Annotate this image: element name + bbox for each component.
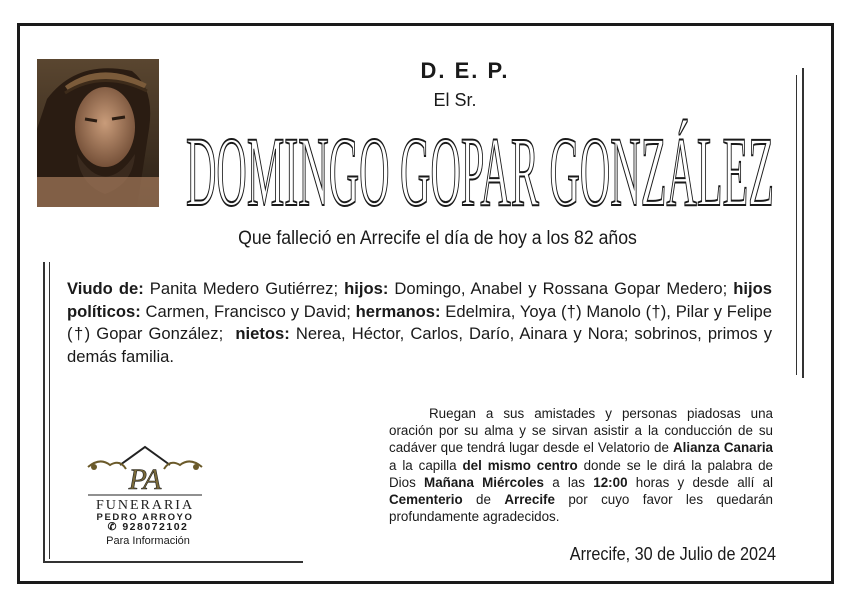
decorative-line-right-outer [802,68,804,378]
hermanos-label: hermanos: [355,301,441,321]
notice-town: Arrecife [504,492,555,508]
dep-heading: D. E. P. [420,58,510,83]
hijos-politicos-label: hijos políticos: [67,279,772,321]
notice-text-3: donde se le dirá la palabra de Dios [389,457,773,490]
notice-text-1: Ruegan a sus amistades y personas piadosas una oración por su alma y se sirvan asistir a la conducción de su cadáver que tendrá lugar desde el Velatorio de [389,406,773,456]
notice-text-7: por cuyo favor les quedarán profundamente agradecidos. [389,492,774,525]
notice-day: Mañana Miércoles [424,474,544,490]
deceased-name-text: DOMINGO GOPAR GONZÁLEZ [186,116,774,227]
hijos-politicos-text: Carmen, Francisco y David; [140,301,356,321]
notice-text-6: de [462,492,505,508]
info-label: Para Información [106,535,190,547]
notice-cemetery: Cementerio [389,492,463,508]
notice-date: Arrecife, 30 de Julio de 2024 [569,544,776,564]
phone-icon: ✆ [107,521,118,533]
decorative-line-left-inner [49,262,50,559]
hijos-text: Domingo, Anabel y Rossana Gopar Medero; [388,279,734,298]
decorative-line-right-inner [796,75,797,375]
funeral-notice [389,405,773,525]
funeraria-logo [80,445,210,530]
hermanos-text: Edelmira, Yoya (†) Manolo (†), Pilar y Felipe (†) Gopar González; [67,301,777,343]
notice-place: Alianza Canaria [672,440,773,456]
decorative-line-bottom [43,561,303,563]
nietos-label: nietos: [235,324,290,343]
notice-time: 12:00 [593,474,628,490]
notice-text-2: a la capilla [389,457,463,473]
death-notice-subtitle: Que falleció en Arrecife el día de hoy a los 82 años [238,228,637,249]
notice-text-5: horas y desde allí al [627,474,773,490]
funeraria-owner: PEDRO ARROYO [96,512,194,523]
nietos-text: Nerea, Héctor, Carlos, Darío, Ainara y Nora; sobrinos, primos y demás familia. [67,324,772,366]
family-list [67,278,777,368]
decorative-line-left-outer [43,262,45,563]
funeraria-monogram: PA [128,463,162,496]
hijos-label: hijos: [344,279,389,298]
portrait-image [37,59,159,207]
deceased-name [180,116,780,227]
notice-text-4: a las [543,474,594,490]
funeraria-phone [93,521,203,533]
phone-number: 928072102 [122,521,189,533]
viudo-text: Panita Medero Gutiérrez; [143,279,345,298]
notice-chapel: del mismo centro [462,457,578,473]
funeraria-name: FUNERARIA [95,498,195,513]
title-prefix: El Sr. [433,90,477,110]
viudo-label: Viudo de: [67,279,144,298]
